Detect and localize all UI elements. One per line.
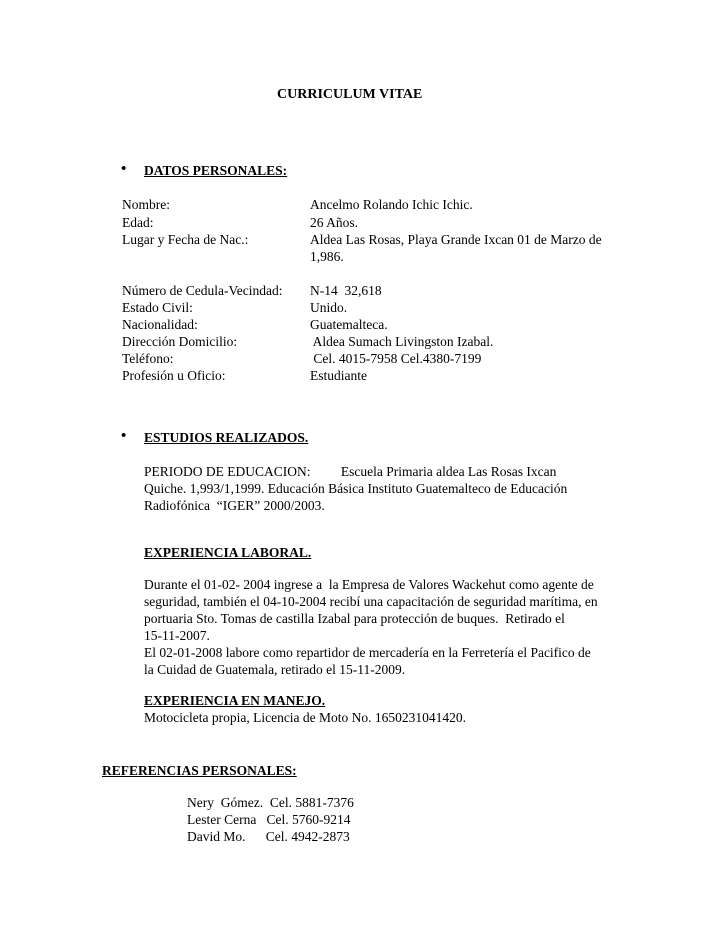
work-line: El 02-01-2008 labore como repartidor de mercadería en la Ferretería el Pacifico de (144, 645, 591, 660)
value-direccion: Aldea Sumach Livingston Izabal. (310, 334, 494, 349)
work-line: Durante el 01-02- 2004 ingrese a la Empresa de Valores Wackehut como agente de (144, 577, 594, 592)
reference-item: Nery Gómez. Cel. 5881-7376 (187, 795, 354, 810)
label-edad: Edad: (122, 215, 154, 230)
value-estado-civil: Unido. (310, 300, 348, 315)
studies-line: Radiofónica “IGER” 2000/2003. (144, 498, 325, 513)
value-cedula: N-14 32,618 (310, 283, 382, 298)
studies-line: PERIODO DE EDUCACION: Escuela Primaria aldea Las Rosas Ixcan (144, 464, 557, 479)
work-line: la Cuidad de Guatemala, retirado el 15-11-2009. (144, 662, 406, 677)
label-profesion: Profesión u Oficio: (122, 368, 226, 383)
value-telefono: Cel. 4015-7958 Cel.4380-7199 (310, 351, 482, 366)
work-line: portuaria Sto. Tomas de castilla Izabal para protección de buques. Retirado el (144, 611, 565, 626)
label-telefono: Teléfono: (122, 351, 174, 366)
value-lugar-fecha: Aldea Las Rosas, Playa Grande Ixcan 01 de Marzo de (310, 232, 602, 247)
bullet-icon: • (121, 161, 127, 177)
label-nombre: Nombre: (122, 197, 170, 212)
value-nacionalidad: Guatemalteca. (310, 317, 388, 332)
references-heading: REFERENCIAS PERSONALES: (102, 763, 297, 778)
personal-heading: DATOS PERSONALES: (144, 163, 288, 178)
label-nacionalidad: Nacionalidad: (122, 317, 198, 332)
driving-line: Motocicleta propia, Licencia de Moto No. 1650231041420. (144, 710, 467, 725)
work-heading: EXPERIENCIA LABORAL. (144, 545, 312, 560)
document-title: CURRICULUM VITAE (277, 87, 423, 102)
studies-heading: ESTUDIOS REALIZADOS. (144, 430, 309, 445)
bullet-icon: • (121, 428, 127, 444)
reference-item: David Mo. Cel. 4942-2873 (187, 829, 350, 844)
value-lugar-fecha-cont: 1,986. (310, 249, 344, 264)
label-direccion: Dirección Domicilio: (122, 334, 238, 349)
driving-heading: EXPERIENCIA EN MANEJO. (144, 693, 326, 708)
value-nombre: Ancelmo Rolando Ichic Ichic. (310, 197, 473, 212)
value-edad: 26 Años. (310, 215, 359, 230)
label-estado-civil: Estado Civil: (122, 300, 193, 315)
value-profesion: Estudiante (310, 368, 367, 383)
label-lugar-fecha: Lugar y Fecha de Nac.: (122, 232, 249, 247)
label-cedula: Número de Cedula-Vecindad: (122, 283, 283, 298)
work-line: 15-11-2007. (144, 628, 210, 643)
studies-line: Quiche. 1,993/1,1999. Educación Básica Instituto Guatemalteco de Educación (144, 481, 568, 496)
work-line: seguridad, también el 04-10-2004 recibí una capacitación de seguridad marítima, en (144, 594, 598, 609)
reference-item: Lester Cerna Cel. 5760-9214 (187, 812, 351, 827)
